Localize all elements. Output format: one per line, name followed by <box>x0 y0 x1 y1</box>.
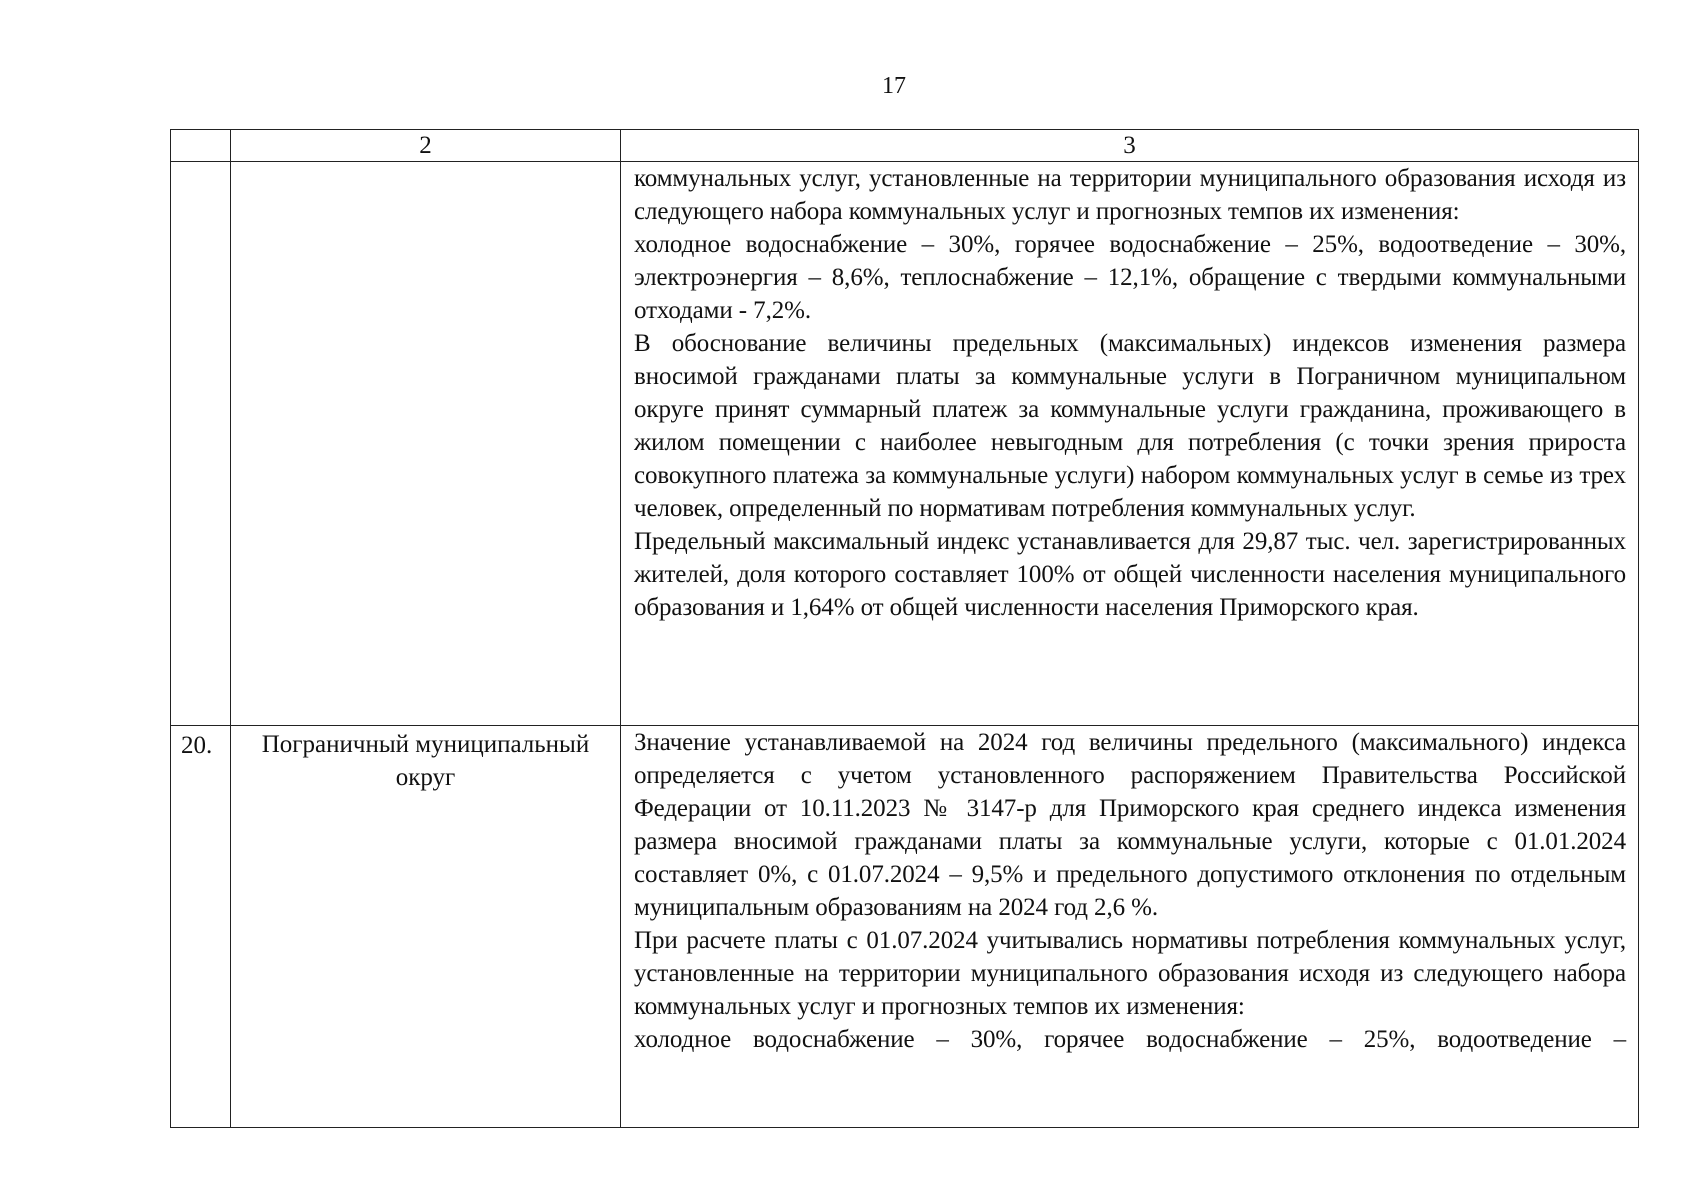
row-number-cell: 20. <box>171 726 231 1128</box>
paragraph: холодное водоснабжение – 30%, горячее водоснабжение – 25%, водоотведение – 30%, электроэнергия – 8,6%, теплоснабжение – 12,1%, обращение с твердыми коммунальными отходами - 7,2%. <box>634 231 1626 324</box>
paragraph: коммунальных услуг, установленные на территории муниципального образования исходя из следующего набора коммунальных услуг и прогнозных темпов их изменения: <box>634 165 1626 225</box>
row-number-cell <box>171 162 231 726</box>
table-row <box>171 162 1639 726</box>
header-cell-2: 2 <box>231 130 621 162</box>
municipality-name-cell <box>231 162 621 726</box>
description-cell <box>621 726 1639 1128</box>
page-number: 17 <box>882 73 906 99</box>
paragraph: При расчете платы с 01.07.2024 учитывались нормативы потребления коммунальных услуг, установленные на территории муниципального образования исходя из следующего набора коммунальных услуг и прогнозных темпов их изменения: <box>634 927 1626 1020</box>
paragraph: Значение устанавливаемой на 2024 год величины предельного (максимального) индекса определяется с учетом установленного распоряжением Правительства Российской Федерации от 10.11.2023 № 3147-р для Приморского края среднего индекса изменения размера вносимой гражданами платы за коммунальные услуги, которые с 01.01.2024 составляет 0%, с 01.07.2024 – 9,5% и предельного допустимого отклонения по отдельным муниципальным образованиям на 2024 год 2,6 %. <box>634 729 1626 921</box>
municipality-name-cell: Пограничный муниципальный округ <box>231 726 621 1128</box>
description-cell <box>621 162 1639 726</box>
paragraph: В обоснование величины предельных (максимальных) индексов изменения размера вносимой гражданами платы за коммунальные услуги в Пограничном муниципальном округе принят суммарный платеж за коммунальные услуги гражданина, проживающего в жилом помещении с наиболее невыгодным для потребления (с точки зрения прироста совокупного платежа за коммунальные услуги) набором коммунальных услуг в семье из трех человек, определенный по нормативам потребления коммунальных услуг. <box>634 330 1626 522</box>
tariff-index-table <box>170 129 1639 1128</box>
paragraph: холодное водоснабжение – 30%, горячее водоснабжение – 25%, водоотведение – <box>634 1026 1626 1053</box>
table-header-row <box>171 130 1639 162</box>
paragraph: Предельный максимальный индекс устанавливается для 29,87 тыс. чел. зарегистрированных жителей, доля которого составляет 100% от общей численности населения муниципального образования и 1,64% от общей численности населения Приморского края. <box>634 528 1626 621</box>
header-cell-1 <box>171 130 231 162</box>
header-cell-3: 3 <box>621 130 1639 162</box>
table-row <box>171 726 1639 1128</box>
